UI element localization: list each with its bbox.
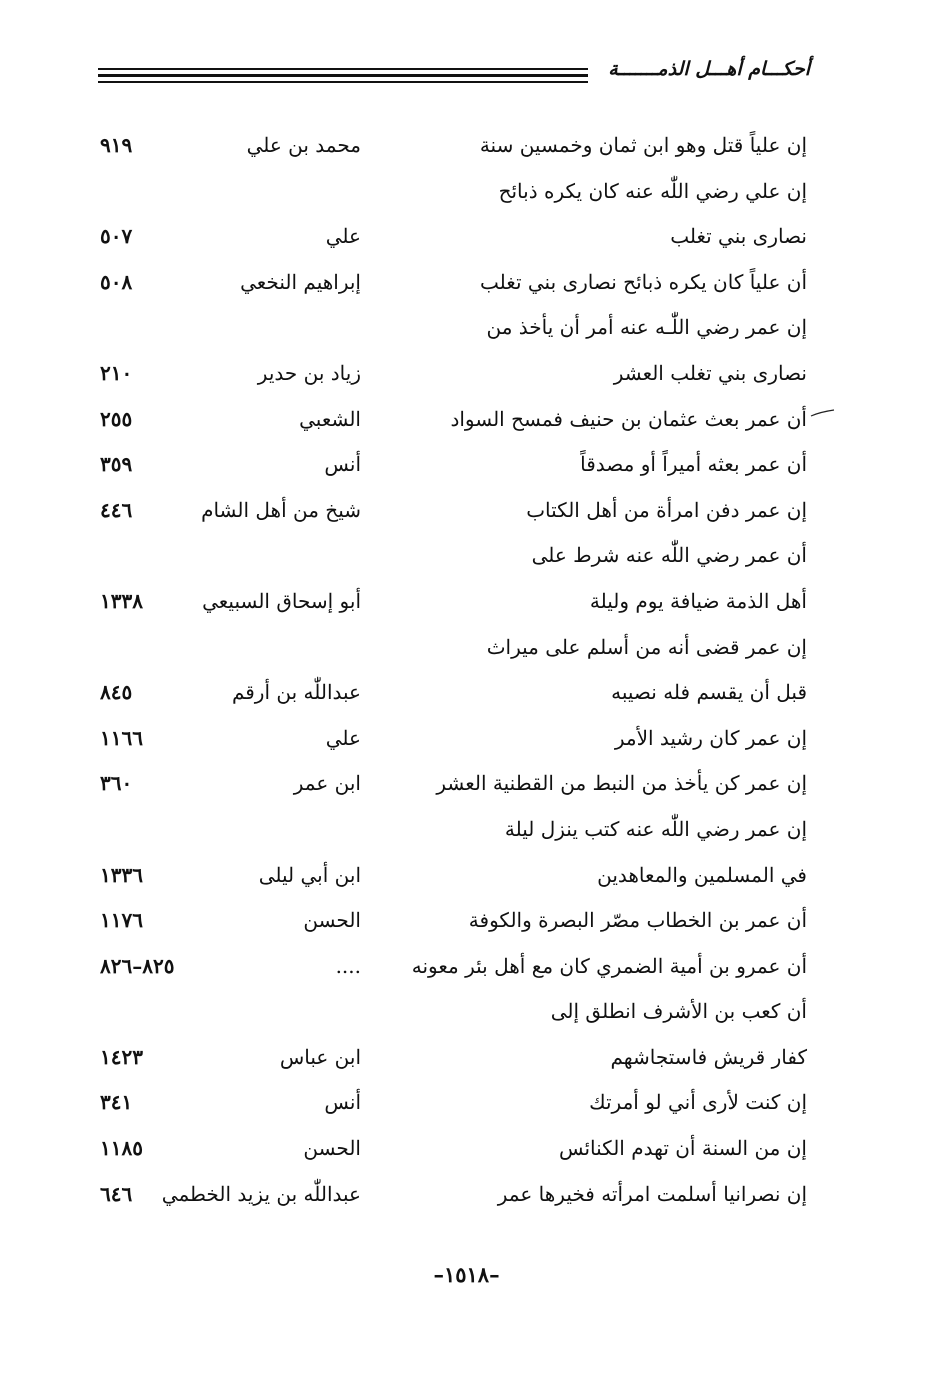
narrator-name: زياد بن حدير — [257, 360, 361, 385]
narrator-name: إبراهيم النخعي — [240, 269, 361, 294]
narrator-name: شيخ من أهل الشام — [201, 497, 361, 522]
page-number: –١٥١٨– — [433, 1262, 500, 1287]
narrator-name: ابن أبي ليلى — [258, 862, 361, 887]
page-reference: ١١٦٦ — [100, 725, 143, 750]
hadith-opening-text: إن كنت لأرى أني لو أمرتك — [589, 1090, 807, 1115]
hadith-opening-text: إن عمر رضي اللّٰه عنه كتب ينزل ليلة — [504, 816, 807, 841]
table-row — [0, 626, 933, 672]
narrator-name: أنس — [324, 1090, 361, 1115]
page-reference: ٩١٩ — [100, 133, 133, 157]
table-row — [0, 306, 933, 352]
hadith-opening-text: نصارى بني تغلب — [670, 224, 807, 249]
narrator-name: ابن عباس — [279, 1044, 361, 1069]
narrator-name: عبداللّٰه بن يزيد الخطمي — [161, 1181, 361, 1206]
page-reference: ٣٥٩ — [100, 452, 133, 477]
header-rule-middle — [98, 74, 588, 77]
table-row — [0, 762, 933, 808]
index-table — [0, 124, 933, 1218]
hadith-opening-text: إن نصرانيا أسلمت امرأته فخيرها عمر — [497, 1181, 807, 1206]
hadith-opening-text: إن عمر كان رشيد الأمر — [614, 725, 807, 750]
hadith-opening-text: إن علي رضي اللّٰه عنه كان يكره ذبائح — [498, 178, 807, 203]
table-row — [0, 170, 933, 216]
page-reference: ١٣٣٨ — [100, 588, 143, 613]
header-title: أحكـــام أهـــل الذمـــــــة — [600, 58, 810, 80]
narrator-name: .... — [335, 953, 361, 978]
page-reference: ٥٠٨ — [100, 269, 133, 294]
table-row — [0, 1036, 933, 1082]
page-reference: ٨٢٥–٨٢٦ — [100, 953, 175, 978]
table-row — [0, 1127, 933, 1173]
hadith-opening-text: أن عمر بعثه أميراً أو مصدقاً — [580, 452, 807, 477]
narrator-name: محمد بن علي — [246, 133, 361, 157]
page-reference: ٣٦٠ — [100, 771, 133, 796]
narrator-name: الشعبي — [299, 406, 361, 431]
hadith-opening-text: كفار قريش فاستجاشهم — [610, 1044, 807, 1069]
page-reference: ٦٤٦ — [100, 1181, 133, 1206]
table-row — [0, 1081, 933, 1127]
hadith-opening-text: نصارى بني تغلب العشر — [613, 360, 807, 385]
table-row — [0, 580, 933, 626]
table-row — [0, 671, 933, 717]
page-reference: ٤٤٦ — [100, 497, 133, 522]
header-rule-top — [98, 68, 588, 70]
hadith-opening-text: أن علياً كان يكره ذبائح نصارى بني تغلب — [480, 269, 807, 294]
table-row — [0, 717, 933, 763]
narrator-name: أبو إسحاق السبيعي — [202, 588, 361, 613]
hadith-opening-text: قبل أن يقسم فله نصيبه — [611, 680, 807, 705]
narrator-name: عبداللّٰه بن أرقم — [231, 680, 361, 705]
hadith-opening-text: أن عمر بن الخطاب مصّر البصرة والكوفة — [468, 908, 807, 933]
table-row — [0, 854, 933, 900]
hadith-opening-text: أن عمرو بن أمية الضمري كان مع أهل بئر معونه — [411, 953, 807, 978]
page-reference: ١١٧٦ — [100, 908, 143, 933]
hadith-opening-text: أن عمر رضي اللّٰه عنه شرط على — [531, 543, 807, 568]
table-row — [0, 990, 933, 1036]
table-row — [0, 1173, 933, 1219]
table-row — [0, 443, 933, 489]
table-row — [0, 534, 933, 580]
table-row — [0, 945, 933, 991]
hadith-opening-text: إن عمر كن يأخذ من النبط من القطنية العشر — [436, 771, 807, 796]
hadith-opening-text: أن عمر بعث عثمان بن حنيف فمسح السواد — [450, 406, 807, 431]
table-row — [0, 124, 933, 170]
table-row — [0, 398, 933, 444]
narrator-name: علي — [325, 224, 361, 249]
hadith-opening-text: إن عمر رضي اللّٰـه عنه أمر أن يأخذ من — [486, 315, 807, 340]
hadith-opening-text: إن عمر قضى أنه من أسلم على ميراث — [486, 634, 807, 659]
hadith-opening-text: إن من السنة أن تهدم الكنائس — [558, 1136, 807, 1161]
page-reference: ١٣٣٦ — [100, 862, 143, 887]
narrator-name: علي — [325, 725, 361, 750]
narrator-name: الحسن — [303, 1136, 361, 1161]
hadith-opening-text: إن علياً قتل وهو ابن ثمان وخمسين سنة — [479, 133, 807, 157]
narrator-name: أنس — [324, 452, 361, 477]
table-row — [0, 489, 933, 535]
header-rule-bottom — [98, 81, 588, 83]
narrator-name: الحسن — [303, 908, 361, 933]
table-row — [0, 352, 933, 398]
table-row — [0, 899, 933, 945]
table-row — [0, 808, 933, 854]
page-reference: ١٤٢٣ — [100, 1044, 143, 1069]
page-reference: ٣٤١ — [100, 1090, 133, 1115]
running-header — [98, 56, 810, 90]
page-reference: ٢٥٥ — [100, 406, 133, 431]
margin-annotation-stroke — [810, 408, 836, 422]
narrator-name: ابن عمر — [293, 771, 361, 796]
page-reference: ٢١٠ — [100, 360, 133, 385]
table-row — [0, 261, 933, 307]
hadith-opening-text: أن كعب بن الأشرف انطلق إلى — [550, 999, 807, 1024]
hadith-opening-text: أهل الذمة ضيافة يوم وليلة — [589, 588, 807, 613]
page-reference: ٨٤٥ — [100, 680, 133, 705]
table-row — [0, 215, 933, 261]
page-reference: ٥٠٧ — [100, 224, 133, 249]
page-reference: ١١٨٥ — [100, 1136, 143, 1161]
hadith-opening-text: إن عمر دفن امرأة من أهل الكتاب — [526, 497, 807, 522]
hadith-opening-text: في المسلمين والمعاهدين — [597, 862, 807, 887]
